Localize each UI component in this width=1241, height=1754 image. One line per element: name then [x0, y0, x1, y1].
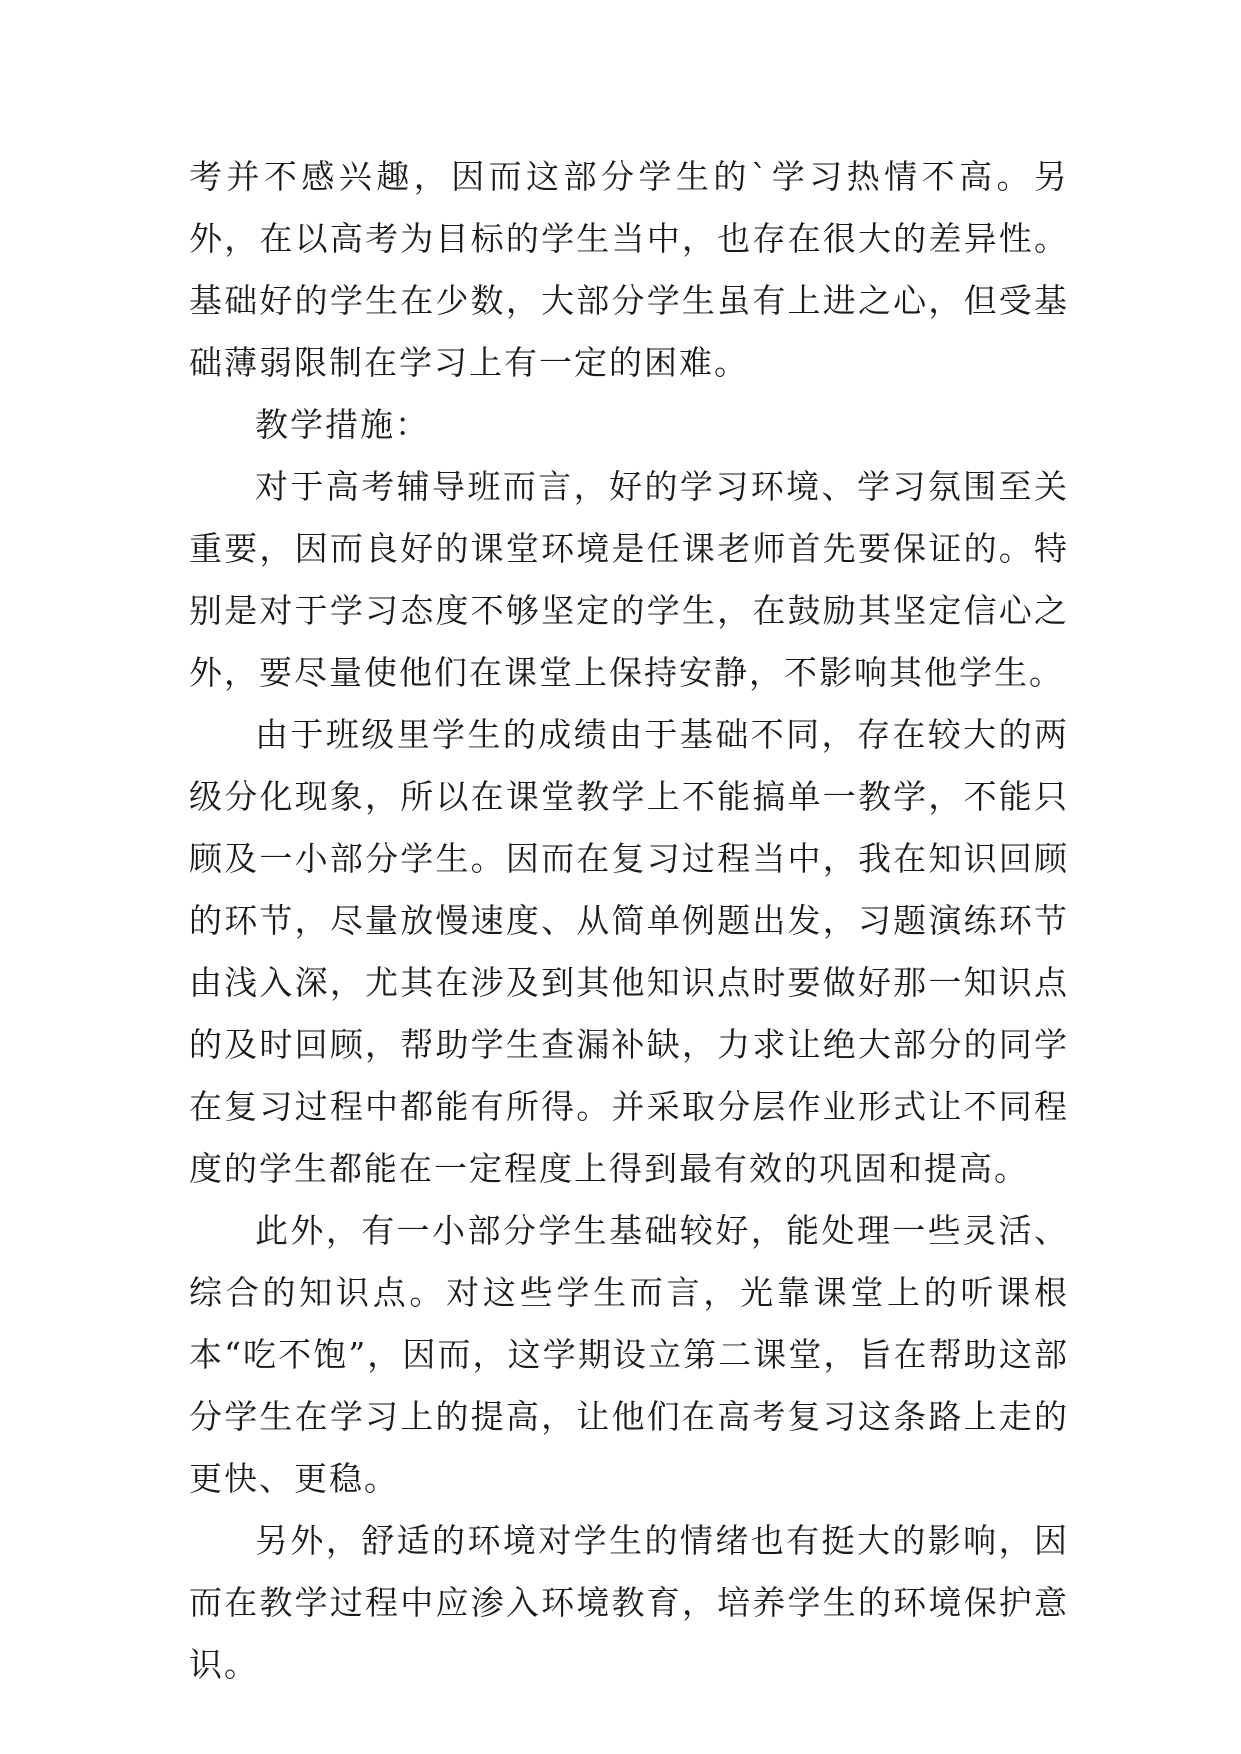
paragraph-learning-environment: 对于高考辅导班而言，好的学习环境、学习氛围至关重要，因而良好的课堂环境是任课老师首先要保证的。特别是对于学习态度不够坚定的学生，在鼓励其坚定信心之外，要尽量使他们在课堂上保持安静，不影响其他学生。 [189, 467, 1069, 692]
paragraph-heading-measures: 教学措施： [255, 405, 430, 444]
document-body [189, 146, 1069, 1696]
paragraph-second-classroom: 此外，有一小部分学生基础较好，能处理一些灵活、综合的知识点。对这些学生而言，光靠课堂上的听课根本“吃不饱”，因而，这学期设立第二课堂，旨在帮助这部分学生在学习上的提高，让他们在高考复习这条路上走的更快、更稳。 [189, 1211, 1069, 1498]
paragraph-differentiated-teaching: 由于班级里学生的成绩由于基础不同，存在较大的两级分化现象，所以在课堂教学上不能搞单一教学，不能只顾及一小部分学生。因而在复习过程当中，我在知识回顾的环节，尽量放慢速度、从简单例题出发，习题演练环节由浅入深，尤其在涉及到其他知识点时要做好那一知识点的及时回顾，帮助学生查漏补缺，力求让绝大部分的同学在复习过程中都能有所得。并采取分层作业形式让不同程度的学生都能在一定程度上得到最有效的巩固和提高。 [189, 715, 1069, 1188]
paragraph-continued: 考并不感兴趣，因而这部分学生的`学习热情不高。另外，在以高考为目标的学生当中，也存在很大的差异性。基础好的学生在少数，大部分学生虽有上进之心，但受基础薄弱限制在学习上有一定的困难。 [189, 157, 1069, 382]
paragraph-environment-education: 另外，舒适的环境对学生的情绪也有挺大的影响，因而在教学过程中应渗入环境教育，培养学生的环境保护意识。 [189, 1521, 1069, 1684]
